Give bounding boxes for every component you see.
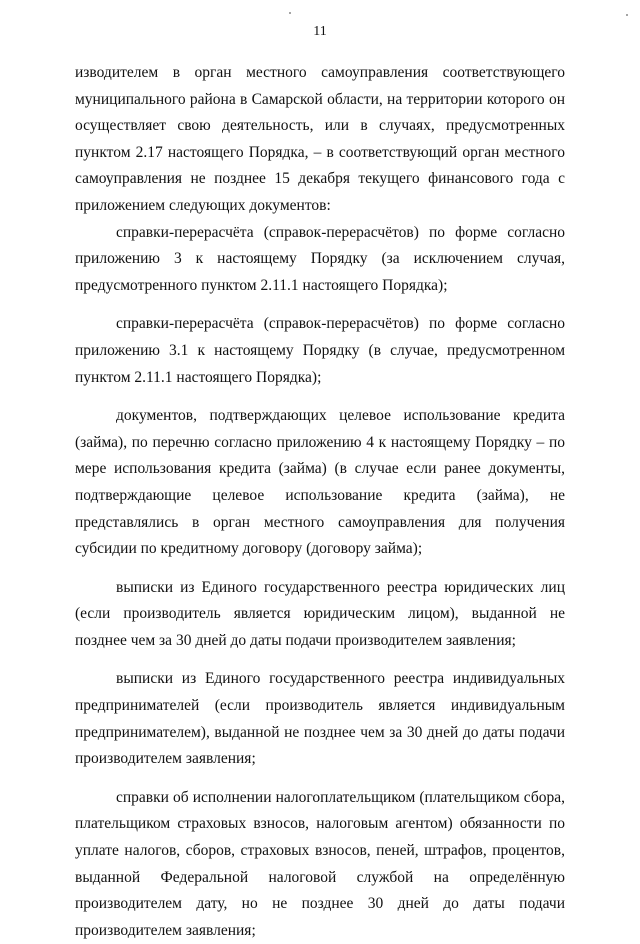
list-item-recalculation-appendix-3-1: справки-перерасчёта (справок-перерасчётов) по форме согласно приложению 3.1 к настоящему Порядку (в случае, предусмотренном пунктом 2.11.1 настоящего Порядка); xyxy=(75,315,565,386)
document-body xyxy=(75,60,565,944)
page-number: 11 xyxy=(313,24,327,39)
scan-speck xyxy=(289,12,291,14)
list-item-recalculation-appendix-3: справки-перерасчёта (справок-перерасчётов) по форме согласно приложению 3 к настоящему Порядку (за исключением случая, предусмотренного пунктом 2.11.1 настоящего Порядка); xyxy=(75,223,565,294)
list-item-tax-certificate: справки об исполнении налогоплательщиком (плательщиком сбора, плательщиком страховых взносов, налоговым агентом) обязанности по уплате налогов, сборов, страховых взносов, пеней, штрафов, процентов, выданной Федеральной налоговой службой на определённую производителем дату, но не позднее 30 дней до даты подачи производителем заявления; xyxy=(75,788,565,939)
list-item-loan-usage-documents: документов, подтверждающих целевое использование кредита (займа), по перечню согласно приложению 4 к настоящему Порядку – по мере использования кредита (займа) (в случае если ранее документы, подтверждающие целевое использование кредита (займа), не представлялись в орган местного самоуправления для получения субсидии по кредитному договору (договору займа); xyxy=(75,407,565,558)
list-item-entrepreneurs-registry: выписки из Единого государственного реестра индивидуальных предпринимателей (если производитель является индивидуальным предпринимателем), выданной не позднее чем за 30 дней до даты подачи производителем заявления; xyxy=(75,670,565,768)
scan-speck xyxy=(626,14,628,16)
list-item-legal-entities-registry: выписки из Единого государственного реестра юридических лиц (если производитель является юридическим лицом), выданной не позднее чем за 30 дней до даты подачи производителем заявления; xyxy=(75,578,565,649)
paragraph-continuation: изводителем в орган местного самоуправления соответствующего муниципального района в Самарской области, на территории которого он осуществляет свою деятельность, или в случаях, предусмотренных пунктом 2.17 настоящего Порядка, – в соответствующий орган местного самоуправления не позднее 15 декабря текущего финансового года с приложением следующих документов: xyxy=(75,64,565,214)
